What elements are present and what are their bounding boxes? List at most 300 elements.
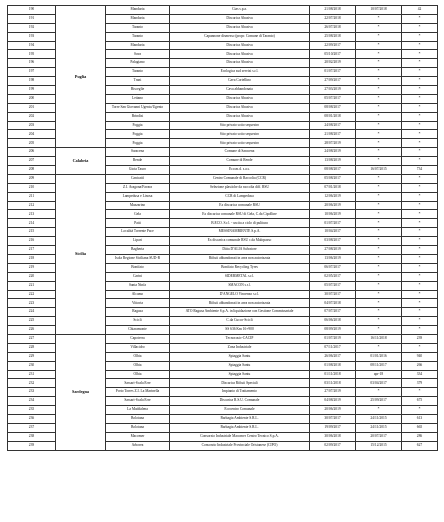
date-cell: 06/07/2017 bbox=[310, 263, 356, 272]
table-row bbox=[8, 148, 438, 157]
site-cell: Consorzio Industriale Macomer Centro Tecnico S.p.A. bbox=[170, 432, 310, 441]
row-number: 235 bbox=[8, 406, 56, 415]
site-cell: Sito privato sotto sequestro bbox=[170, 121, 310, 130]
date-cell: 21/08/2017 bbox=[310, 130, 356, 139]
site-cell: SMACON s.r.l. bbox=[170, 281, 310, 290]
date-cell: 30/07/2017 bbox=[310, 414, 356, 423]
comune-cell: Brindisi bbox=[106, 112, 170, 121]
value-cell: * bbox=[402, 139, 438, 148]
value-cell: * bbox=[402, 254, 438, 263]
comune-cell: Capoterra bbox=[106, 334, 170, 343]
row-number: 231 bbox=[8, 370, 56, 379]
date-cell: 07/07/2017 bbox=[310, 308, 356, 317]
date2-cell: 24/11/2015 bbox=[356, 414, 402, 423]
site-cell: Ecologica sud servizi s.r.l. bbox=[170, 68, 310, 77]
site-cell: Cias s.p.a. bbox=[170, 6, 310, 15]
site-cell: MESSINAMBIENTE S.p.A. bbox=[170, 228, 310, 237]
date-cell: 24/08/2017 bbox=[310, 121, 356, 130]
date-cell: 05/08/2017 bbox=[310, 174, 356, 183]
site-cell: Spiaggia Santu bbox=[170, 361, 310, 370]
date2-cell: * bbox=[356, 254, 402, 263]
comune-cell: Ragusa bbox=[106, 308, 170, 317]
value-cell: 286 bbox=[402, 432, 438, 441]
value-cell: * bbox=[402, 246, 438, 255]
row-number: 236 bbox=[8, 414, 56, 423]
comune-cell: Macomer bbox=[106, 432, 170, 441]
value-cell: * bbox=[402, 201, 438, 210]
value-cell: 42 bbox=[402, 6, 438, 15]
site-cell: Tecnocasic-CACIP bbox=[170, 334, 310, 343]
date-cell: 24/08/2019 bbox=[310, 148, 356, 157]
row-number: 194 bbox=[8, 41, 56, 50]
site-cell: Sito privato sotto sequestro bbox=[170, 139, 310, 148]
comune-cell: Z.I. Aragona/Favara bbox=[106, 183, 170, 192]
date-cell: 26/06/2017 bbox=[310, 352, 356, 361]
row-number: 204 bbox=[8, 130, 56, 139]
comune-cell: Carini bbox=[106, 272, 170, 281]
site-cell: Ex discarica comunale RSU bbox=[170, 201, 310, 210]
date-cell: 20/02/2019 bbox=[310, 59, 356, 68]
comune-cell: Isola Regione Siciliana SUD-B bbox=[106, 254, 170, 263]
comune-cell: Lipari bbox=[106, 237, 170, 246]
value-cell: * bbox=[402, 112, 438, 121]
date2-cell: * bbox=[356, 317, 402, 326]
row-number: 191 bbox=[8, 14, 56, 23]
value-cell: * bbox=[402, 68, 438, 77]
row-number: 205 bbox=[8, 139, 56, 148]
value-cell: * bbox=[402, 317, 438, 326]
row-number: 227 bbox=[8, 334, 56, 343]
row-number: 238 bbox=[8, 432, 56, 441]
site-cell: Spiaggia Santu bbox=[170, 370, 310, 379]
value-cell: 613 bbox=[402, 414, 438, 423]
comune-cell: Bagheria bbox=[106, 246, 170, 255]
date2-cell: * bbox=[356, 86, 402, 95]
comune-cell: Villacidro bbox=[106, 343, 170, 352]
date-cell: 08/08/2017 bbox=[310, 166, 356, 175]
site-cell: B.ECO. S.r.l. - uscita a ciclo di pulitura bbox=[170, 219, 310, 228]
comune-cell: Olbia bbox=[106, 370, 170, 379]
site-cell: Cava Cortellino bbox=[170, 77, 310, 86]
comune-cell: Sassari-Scala Erre bbox=[106, 397, 170, 406]
value-cell: * bbox=[402, 32, 438, 41]
date-cell: 05/07/2017 bbox=[310, 94, 356, 103]
date-cell: 08/09/2019 bbox=[310, 326, 356, 335]
comune-cell: La Maddalena bbox=[106, 406, 170, 415]
date-cell: 22/09/2017 bbox=[310, 41, 356, 50]
date2-cell: * bbox=[356, 130, 402, 139]
row-number: 219 bbox=[8, 263, 56, 272]
site-cell: Consorzio Industriale Provinciale Oristanese (CIPO) bbox=[170, 441, 310, 450]
comune-cell: Foggia bbox=[106, 121, 170, 130]
comune-cell: Torre San Giovanni Ugento/Ugento bbox=[106, 103, 170, 112]
comune-cell: Santa Ninfa bbox=[106, 281, 170, 290]
date-cell: 13/06/2019 bbox=[310, 254, 356, 263]
site-cell: Ditta D'ALIA Salvatore bbox=[170, 246, 310, 255]
date2-cell: * bbox=[356, 246, 402, 255]
date2-cell: * bbox=[356, 281, 402, 290]
date-cell: 02/05/2017 bbox=[310, 272, 356, 281]
value-cell: * bbox=[402, 59, 438, 68]
date2-cell: 16/11/2018 bbox=[356, 334, 402, 343]
value-cell: 379 bbox=[402, 379, 438, 388]
date-cell: 07/01/2018 bbox=[310, 183, 356, 192]
row-number: 237 bbox=[8, 423, 56, 432]
date-cell: 01/11/2018 bbox=[310, 370, 356, 379]
row-number: 239 bbox=[8, 441, 56, 450]
date2-cell: 08/11/2017 bbox=[356, 361, 402, 370]
date-cell: 10/06/2019 bbox=[310, 210, 356, 219]
comune-cell: Lampedusa e Linosa bbox=[106, 192, 170, 201]
value-cell: 627 bbox=[402, 441, 438, 450]
comune-cell: Bonifato bbox=[106, 263, 170, 272]
row-number: 210 bbox=[8, 183, 56, 192]
table-row bbox=[8, 174, 438, 183]
date-cell: 04/08/2019 bbox=[310, 397, 356, 406]
date-cell: 01/07/2017 bbox=[310, 219, 356, 228]
date2-cell: * bbox=[356, 77, 402, 86]
comune-cell: Olbia bbox=[106, 361, 170, 370]
value-cell: * bbox=[402, 23, 438, 32]
date-cell: 08/08/2017 bbox=[310, 103, 356, 112]
value-cell: * bbox=[402, 121, 438, 130]
site-cell: Discarica Abusiva bbox=[170, 14, 310, 23]
site-cell: Zona Industriale bbox=[170, 343, 310, 352]
site-cell: Discarica Abusiva bbox=[170, 41, 310, 50]
date2-cell: 03/04/2017 bbox=[356, 379, 402, 388]
date2-cell: * bbox=[356, 290, 402, 299]
value-cell: 334 bbox=[402, 370, 438, 379]
comune-cell: Vittoria bbox=[106, 299, 170, 308]
date2-cell: 10/07/2018 bbox=[356, 6, 402, 15]
value-cell: * bbox=[402, 14, 438, 23]
date-cell: 03/11/2018 bbox=[310, 379, 356, 388]
value-cell: * bbox=[402, 263, 438, 272]
value-cell: * bbox=[402, 299, 438, 308]
date-cell: 02/09/2017 bbox=[310, 441, 356, 450]
comune-cell: Canicattì bbox=[106, 174, 170, 183]
date2-cell: * bbox=[356, 121, 402, 130]
site-cell: D'ANGELO Vincenzo s.r.l. bbox=[170, 290, 310, 299]
date-cell: 06/06/2018 bbox=[310, 317, 356, 326]
comune-cell: Olbia bbox=[106, 352, 170, 361]
row-number: 203 bbox=[8, 121, 56, 130]
site-cell: Rifiuti abbandonati in area non autorizzata bbox=[170, 299, 310, 308]
date-cell: 12/06/2019 bbox=[310, 192, 356, 201]
date2-cell: * bbox=[356, 326, 402, 335]
date-cell: 05/10/2017 bbox=[310, 50, 356, 59]
date-cell: 08/01/2018 bbox=[310, 112, 356, 121]
value-cell: * bbox=[402, 94, 438, 103]
value-cell: * bbox=[402, 326, 438, 335]
date-cell: 01/07/2017 bbox=[310, 68, 356, 77]
value-cell: * bbox=[402, 148, 438, 157]
date-cell: 01/08/2018 bbox=[310, 361, 356, 370]
table-body bbox=[8, 6, 438, 451]
table-row bbox=[8, 334, 438, 343]
date-cell: 13/08/2019 bbox=[310, 157, 356, 166]
comune-cell: Chiaramonte bbox=[106, 326, 170, 335]
value-cell: * bbox=[402, 174, 438, 183]
value-cell: * bbox=[402, 192, 438, 201]
date2-cell: * bbox=[356, 139, 402, 148]
date-cell: 27/08/2019 bbox=[310, 246, 356, 255]
comune-cell: Palagiano bbox=[106, 59, 170, 68]
date2-cell: * bbox=[356, 50, 402, 59]
date-cell: 05/07/2017 bbox=[310, 281, 356, 290]
value-cell: * bbox=[402, 103, 438, 112]
value-cell: 675 bbox=[402, 397, 438, 406]
comune-cell: Porto Torres Z.I. La Marinella bbox=[106, 388, 170, 397]
comune-cell: Lettano bbox=[106, 94, 170, 103]
date2-cell: * bbox=[356, 219, 402, 228]
comune-cell: Trani bbox=[106, 77, 170, 86]
row-number: 200 bbox=[8, 94, 56, 103]
date-cell: 28/07/2019 bbox=[310, 139, 356, 148]
row-number: 209 bbox=[8, 174, 56, 183]
value-cell: * bbox=[402, 308, 438, 317]
date2-cell: * bbox=[356, 263, 402, 272]
site-cell: Discarica Abusiva bbox=[170, 23, 310, 32]
row-number: 215 bbox=[8, 228, 56, 237]
date2-cell: * bbox=[356, 388, 402, 397]
row-number: 202 bbox=[8, 112, 56, 121]
site-cell: C.da Cucco-Scicli bbox=[170, 317, 310, 326]
site-cell: Sito privato sotto sequestro bbox=[170, 130, 310, 139]
region-cell: Puglia bbox=[56, 6, 106, 148]
date2-cell: * bbox=[356, 210, 402, 219]
date2-cell: * bbox=[356, 32, 402, 41]
date2-cell: * bbox=[356, 41, 402, 50]
row-number: 214 bbox=[8, 219, 56, 228]
site-cell: Centro Comunale di Raccolta (CCR) bbox=[170, 174, 310, 183]
site-cell: Bonifato Recycling Tyres bbox=[170, 263, 310, 272]
site-cell: Discarica Abusiva bbox=[170, 112, 310, 121]
value-cell: * bbox=[402, 50, 438, 59]
site-cell: Rifiuti abbandonati in area non autorizzata bbox=[170, 254, 310, 263]
comune-cell: Manduria bbox=[106, 41, 170, 50]
comune-cell: Arborea bbox=[106, 441, 170, 450]
value-cell: * bbox=[402, 77, 438, 86]
row-number: 223 bbox=[8, 299, 56, 308]
comune-cell: Rende bbox=[106, 157, 170, 166]
date2-cell: * bbox=[356, 183, 402, 192]
site-cell: Spiaggia Santu bbox=[170, 352, 310, 361]
site-cell: Discarica Abusiva bbox=[170, 94, 310, 103]
site-cell: Discarica R.S.U. Comunale bbox=[170, 397, 310, 406]
site-cell: Barbagia Ambiente S.R.L. bbox=[170, 414, 310, 423]
row-number: 230 bbox=[8, 361, 56, 370]
site-cell: Cava abbandonata bbox=[170, 86, 310, 95]
value-cell: 266 bbox=[402, 361, 438, 370]
site-cell: Comune di Rende bbox=[170, 157, 310, 166]
value-cell: * bbox=[402, 406, 438, 415]
comune-cell: Gela bbox=[106, 210, 170, 219]
date-cell: 30/07/2017 bbox=[310, 290, 356, 299]
date-cell: 10/04/2017 bbox=[310, 228, 356, 237]
date-cell: 27/09/2017 bbox=[310, 77, 356, 86]
value-cell: * bbox=[402, 228, 438, 237]
date-cell: 01/07/2019 bbox=[310, 334, 356, 343]
date2-cell: * bbox=[356, 343, 402, 352]
date2-cell: * bbox=[356, 103, 402, 112]
row-number: 193 bbox=[8, 32, 56, 41]
value-cell: * bbox=[402, 272, 438, 281]
sites-table bbox=[7, 5, 438, 451]
value-cell: * bbox=[402, 86, 438, 95]
date2-cell: * bbox=[356, 299, 402, 308]
row-number: 192 bbox=[8, 23, 56, 32]
region-cell: Sardegna bbox=[56, 334, 106, 450]
date2-cell: * bbox=[356, 14, 402, 23]
value-cell: * bbox=[402, 237, 438, 246]
site-cell: CCR di Lampedusa bbox=[170, 192, 310, 201]
value-cell: * bbox=[402, 130, 438, 139]
date2-cell: * bbox=[356, 406, 402, 415]
date2-cell: * bbox=[356, 174, 402, 183]
date-cell: 04/07/2018 bbox=[310, 299, 356, 308]
row-number: 196 bbox=[8, 59, 56, 68]
date2-cell: 16/07/2015 bbox=[356, 166, 402, 175]
row-number: 221 bbox=[8, 281, 56, 290]
date2-cell: * bbox=[356, 201, 402, 210]
value-cell: * bbox=[402, 210, 438, 219]
date2-cell: 15/12/2015 bbox=[356, 441, 402, 450]
row-number: 198 bbox=[8, 77, 56, 86]
value-cell: 734 bbox=[402, 166, 438, 175]
region-cell: Calabria bbox=[56, 148, 106, 175]
comune-cell: Taranto bbox=[106, 32, 170, 41]
date-cell: 26/07/2018 bbox=[310, 23, 356, 32]
site-cell: Barbagia Ambiente S.R.L. bbox=[170, 423, 310, 432]
date-cell: 19/09/2017 bbox=[310, 423, 356, 432]
date2-cell: 20/07/2017 bbox=[356, 432, 402, 441]
site-cell: Selezione plastiche da raccolta diff. RSU bbox=[170, 183, 310, 192]
date2-cell: 24/11/2015 bbox=[356, 423, 402, 432]
date2-cell: * bbox=[356, 228, 402, 237]
date2-cell: * bbox=[356, 237, 402, 246]
date2-cell: 01/01/2016 bbox=[356, 352, 402, 361]
site-cell: Comune di Saracena bbox=[170, 148, 310, 157]
comune-cell: Località Torrente Pace bbox=[106, 228, 170, 237]
value-cell: * bbox=[402, 343, 438, 352]
row-number: 211 bbox=[8, 192, 56, 201]
row-number: 217 bbox=[8, 246, 56, 255]
row-number: 213 bbox=[8, 210, 56, 219]
value-cell: 239 bbox=[402, 334, 438, 343]
date2-cell: * bbox=[356, 94, 402, 103]
row-number: 222 bbox=[8, 290, 56, 299]
value-cell: * bbox=[402, 157, 438, 166]
site-cell: SS 636 Km 16+900 bbox=[170, 326, 310, 335]
site-cell: SIDERMETAL s.r.l. bbox=[170, 272, 310, 281]
date-cell: 27/03/2019 bbox=[310, 86, 356, 95]
date2-cell: * bbox=[356, 68, 402, 77]
value-cell: * bbox=[402, 281, 438, 290]
comune-cell: Patti bbox=[106, 219, 170, 228]
row-number: 234 bbox=[8, 397, 56, 406]
comune-cell: Saracena bbox=[106, 148, 170, 157]
date-cell: 20/06/2019 bbox=[310, 201, 356, 210]
value-cell: * bbox=[402, 183, 438, 192]
comune-cell: Taranto bbox=[106, 68, 170, 77]
site-cell: Capannone dismesso (propr. Comune di Taranto) bbox=[170, 32, 310, 41]
date2-cell: * bbox=[356, 272, 402, 281]
value-cell: * bbox=[402, 388, 438, 397]
document-page bbox=[7, 5, 437, 451]
comune-cell: Mazzarino bbox=[106, 201, 170, 210]
row-number: 218 bbox=[8, 254, 56, 263]
date-cell: 21/08/2018 bbox=[310, 6, 356, 15]
comune-cell: Manduria bbox=[106, 6, 170, 15]
row-number: 224 bbox=[8, 308, 56, 317]
row-number: 226 bbox=[8, 326, 56, 335]
row-number: 207 bbox=[8, 157, 56, 166]
date2-cell: * bbox=[356, 192, 402, 201]
row-number: 220 bbox=[8, 272, 56, 281]
value-cell: * bbox=[402, 290, 438, 299]
value-cell: * bbox=[402, 41, 438, 50]
date-cell: 27/07/2019 bbox=[310, 388, 356, 397]
site-cell: Discarica Abusiva bbox=[170, 50, 310, 59]
row-number: 232 bbox=[8, 379, 56, 388]
row-number: 206 bbox=[8, 148, 56, 157]
row-number: 229 bbox=[8, 352, 56, 361]
date2-cell: * bbox=[356, 148, 402, 157]
row-number: 212 bbox=[8, 201, 56, 210]
value-cell: * bbox=[402, 219, 438, 228]
value-cell: 940 bbox=[402, 352, 438, 361]
comune-cell: Bisceglie bbox=[106, 86, 170, 95]
date-cell: 20/06/2019 bbox=[310, 406, 356, 415]
site-cell: Discarica Rifiuti Speciali bbox=[170, 379, 310, 388]
row-number: 208 bbox=[8, 166, 56, 175]
date2-cell: apr-18 bbox=[356, 370, 402, 379]
date-cell: 25/08/2018 bbox=[310, 32, 356, 41]
date2-cell: * bbox=[356, 59, 402, 68]
site-cell: ATO Ragusa Ambiente S.p.A. in liquidazione con Gestione Commissariale bbox=[170, 308, 310, 317]
row-number: 228 bbox=[8, 343, 56, 352]
comune-cell: Scicli bbox=[106, 317, 170, 326]
site-cell: Eco.m.d. s.a.s. bbox=[170, 166, 310, 175]
site-cell: Ex discarica comunale RSU di Gela, C.da Cipolline bbox=[170, 210, 310, 219]
date2-cell: 25/09/2017 bbox=[356, 397, 402, 406]
row-number: 216 bbox=[8, 237, 56, 246]
row-number: 190 bbox=[8, 6, 56, 15]
site-cell: Impianto di Trattamento bbox=[170, 388, 310, 397]
row-number: 197 bbox=[8, 68, 56, 77]
date2-cell: * bbox=[356, 157, 402, 166]
site-cell: Ecocentro Comunale bbox=[170, 406, 310, 415]
row-number: 199 bbox=[8, 86, 56, 95]
site-cell: Discarica Abusiva bbox=[170, 103, 310, 112]
date2-cell: * bbox=[356, 112, 402, 121]
date-cell: 22/07/2018 bbox=[310, 14, 356, 23]
date2-cell: * bbox=[356, 308, 402, 317]
site-cell: Discarica Abusiva bbox=[170, 59, 310, 68]
date-cell: 03/08/2017 bbox=[310, 237, 356, 246]
row-number: 233 bbox=[8, 388, 56, 397]
date2-cell: * bbox=[356, 23, 402, 32]
comune-cell: Manduria bbox=[106, 14, 170, 23]
comune-cell: Alcamo bbox=[106, 290, 170, 299]
date-cell: 30/06/2018 bbox=[310, 432, 356, 441]
comune-cell: Foggia bbox=[106, 130, 170, 139]
comune-cell: Bolotana bbox=[106, 423, 170, 432]
value-cell: 665 bbox=[402, 423, 438, 432]
comune-cell: Foggia bbox=[106, 139, 170, 148]
comune-cell: Sassari-Scala Erre bbox=[106, 379, 170, 388]
